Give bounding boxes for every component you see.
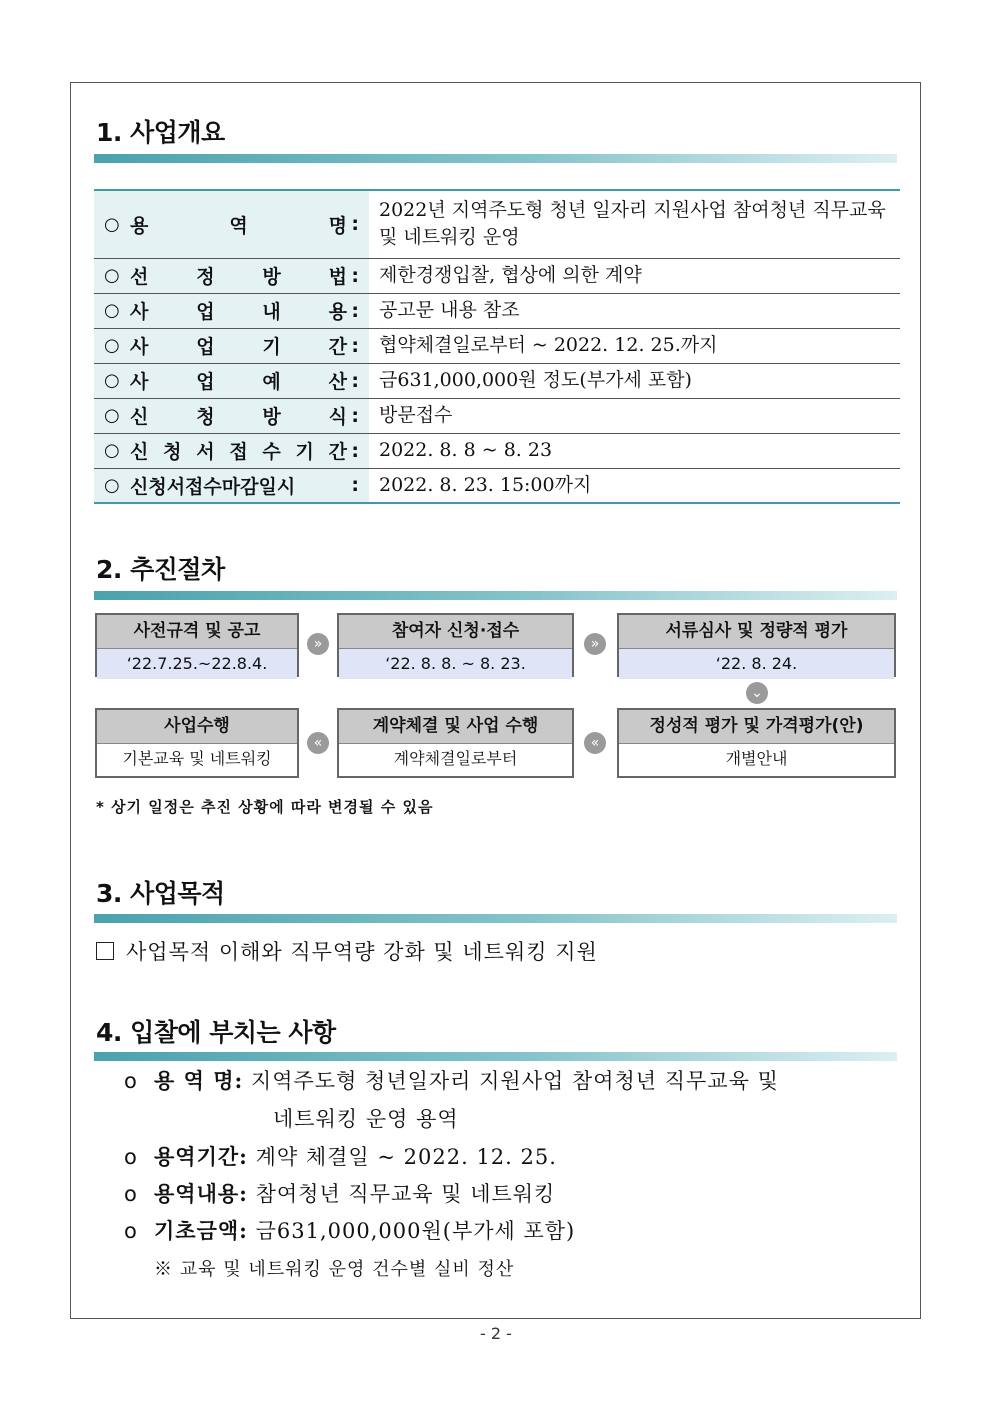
overview-value: 2022. 8. 23. 15:00까지 xyxy=(379,473,592,496)
circle-bullet-icon: o xyxy=(124,1145,138,1169)
bid-value: 금631,000,000원(부가세 포함) xyxy=(255,1219,576,1243)
flow-step-qualitative-eval xyxy=(617,708,896,778)
section-2-bar xyxy=(94,591,897,600)
circle-bullet-icon: o xyxy=(124,1219,138,1243)
overview-row: ○ 신청서접수마감일시 : 2022. 8. 23. 15:00까지 xyxy=(94,468,900,503)
flow-step-prespec xyxy=(95,613,299,677)
overview-value: 방문접수 xyxy=(379,404,453,426)
overview-label: 사 업 기 간 xyxy=(130,336,347,358)
flow-step-title: 서류심사 및 정량적 평가 xyxy=(619,615,894,649)
circle-bullet-icon: ○ xyxy=(104,213,120,235)
flow-step-desc: 계약체결일로부터 xyxy=(339,744,572,774)
section-3-bar xyxy=(94,914,897,923)
flow-step-date: ‘22. 8. 8. ~ 8. 23. xyxy=(339,649,572,679)
overview-value: 2022년 지역주도형 청년 일자리 지원사업 참여청년 직무교육 및 네트워킹 운영 xyxy=(379,199,886,249)
overview-row: ○ 신 청 서 접 수 기 간 : 2022. 8. 8 ~ 8. 23 xyxy=(94,433,900,468)
circle-bullet-icon: o xyxy=(124,1182,138,1206)
overview-label: 선 정 방 법 xyxy=(130,266,347,288)
overview-value: 협약체결일로부터 ~ 2022. 12. 25.까지 xyxy=(379,334,718,356)
section-4-bar xyxy=(94,1052,897,1061)
schedule-note: * 상기 일정은 추진 상황에 따라 변경될 수 있음 xyxy=(96,798,434,816)
flow-step-title: 참여자 신청·접수 xyxy=(339,615,572,649)
section-1-title: 1. 사업개요 xyxy=(96,118,225,147)
section-2-title: 2. 추진절차 xyxy=(96,555,225,584)
bid-item-name-cont: 네트워킹 운영 용역 xyxy=(273,1107,459,1131)
arrow-down-icon: ⌄ xyxy=(746,682,768,704)
overview-row: ○ 용 역 명 : 2022년 지역주도형 청년 일자리 지원사업 참여청년 직무교육 및 네트워킹 운영 xyxy=(94,190,900,258)
bid-item-amount xyxy=(124,1212,575,1250)
overview-label: 신청서접수마감일시 xyxy=(130,475,296,498)
arrow-left-icon: « xyxy=(584,732,606,754)
flow-step-date: ‘22.7.25.~22.8.4. xyxy=(97,649,297,679)
arrow-right-icon: » xyxy=(584,633,606,655)
flow-step-desc: 개별안내 xyxy=(619,744,894,774)
overview-row: ○ 신 청 방 식 : 방문접수 xyxy=(94,398,900,433)
bid-item-content xyxy=(124,1175,555,1213)
overview-label: 용 역 명 xyxy=(130,214,347,237)
overview-table xyxy=(94,189,900,504)
flow-step-title: 사전규격 및 공고 xyxy=(97,615,297,649)
purpose-text: 사업목적 이해와 직무역량 강화 및 네트워킹 지원 xyxy=(126,940,598,964)
section-1-bar xyxy=(94,154,897,163)
arrow-left-icon: « xyxy=(307,732,329,754)
flow-step-title: 정성적 평가 및 가격평가(안) xyxy=(619,710,894,744)
flow-step-execution xyxy=(95,708,299,778)
bid-value: 계약 체결일 ~ 2022. 12. 25. xyxy=(255,1145,557,1169)
overview-row: ○ 선 정 방 법 : 제한경쟁입찰, 협상에 의한 계약 xyxy=(94,258,900,293)
circle-bullet-icon: ○ xyxy=(104,370,120,391)
flow-step-date: ‘22. 8. 24. xyxy=(619,649,894,679)
flow-step-title: 계약체결 및 사업 수행 xyxy=(339,710,572,744)
overview-row: ○ 사 업 기 간 : 협약체결일로부터 ~ 2022. 12. 25.까지 xyxy=(94,328,900,363)
overview-label: 신 청 방 식 xyxy=(130,406,347,428)
overview-row: ○ 사 업 예 산 : 금631,000,000원 정도(부가세 포함) xyxy=(94,363,900,398)
bid-key: 용역내용: xyxy=(154,1181,248,1206)
overview-value: 제한경쟁입찰, 협상에 의한 계약 xyxy=(379,264,642,286)
circle-bullet-icon: ○ xyxy=(104,440,120,461)
arrow-right-icon: » xyxy=(307,633,329,655)
bid-item-period xyxy=(124,1138,557,1176)
overview-value: 2022. 8. 8 ~ 8. 23 xyxy=(379,439,553,461)
bid-value: 지역주도형 청년일자리 지원사업 참여청년 직무교육 및 xyxy=(250,1069,779,1093)
flow-step-document-review xyxy=(617,613,896,677)
bid-remark: ※ 교육 및 네트워킹 운영 건수별 실비 정산 xyxy=(154,1259,515,1280)
overview-value: 금631,000,000원 정도(부가세 포함) xyxy=(379,369,692,391)
bid-key: 용역기간: xyxy=(154,1144,248,1169)
circle-bullet-icon: ○ xyxy=(104,405,120,426)
section-3-title: 3. 사업목적 xyxy=(96,879,225,908)
bid-item-name xyxy=(124,1062,779,1100)
circle-bullet-icon: ○ xyxy=(104,265,120,286)
overview-label: 사 업 내 용 xyxy=(130,301,347,323)
overview-label: 신 청 서 접 수 기 간 xyxy=(130,441,347,463)
overview-label: 사 업 예 산 xyxy=(130,371,347,393)
circle-bullet-icon: ○ xyxy=(104,474,120,496)
flow-step-title: 사업수행 xyxy=(97,710,297,744)
circle-bullet-icon: ○ xyxy=(104,335,120,356)
purpose-item xyxy=(96,936,598,966)
bid-value: 참여청년 직무교육 및 네트워킹 xyxy=(255,1182,556,1206)
circle-bullet-icon: o xyxy=(124,1069,138,1093)
flow-step-desc: 기본교육 및 네트워킹 xyxy=(97,744,297,774)
overview-row: ○ 사 업 내 용 : 공고문 내용 참조 xyxy=(94,293,900,328)
flow-step-contract xyxy=(337,708,574,778)
page-number: - 2 - xyxy=(480,1324,512,1343)
circle-bullet-icon: ○ xyxy=(104,300,120,321)
bid-key: 용 역 명: xyxy=(154,1068,244,1093)
checkbox-icon xyxy=(96,942,114,960)
bid-key: 기초금액: xyxy=(154,1218,248,1243)
flow-step-application xyxy=(337,613,574,677)
section-4-title: 4. 입찰에 부치는 사항 xyxy=(96,1018,336,1047)
overview-value: 공고문 내용 참조 xyxy=(379,299,520,321)
